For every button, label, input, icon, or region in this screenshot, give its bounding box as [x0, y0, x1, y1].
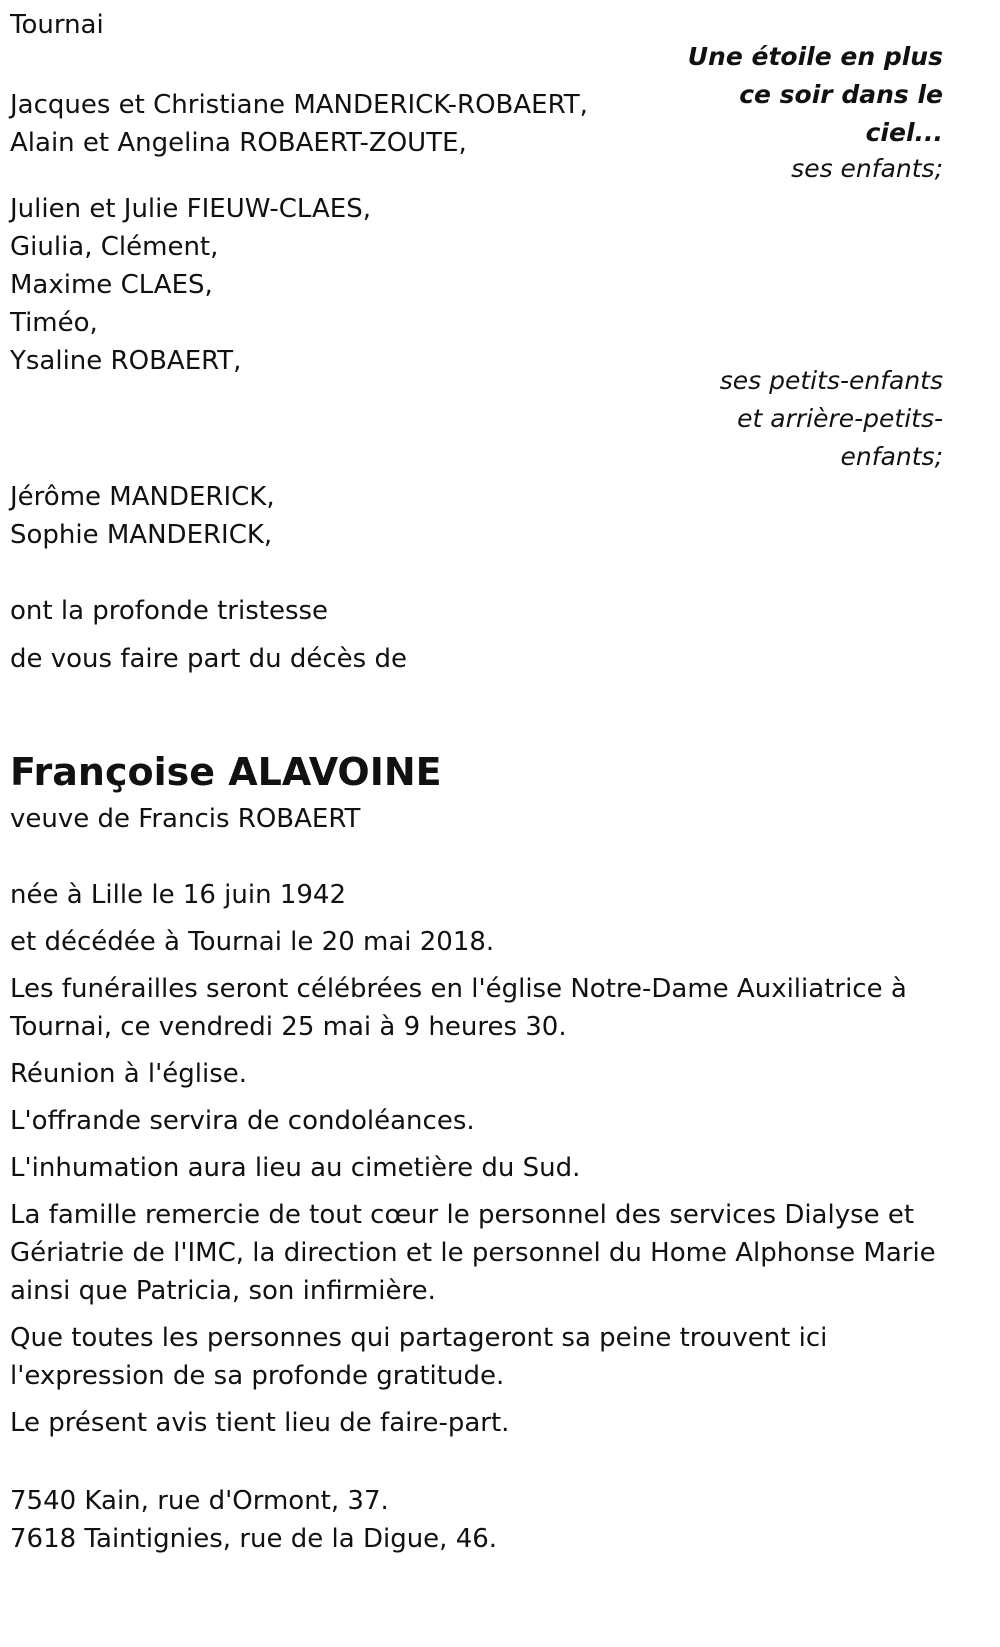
- grandchild-line: Giulia, Clément,: [10, 232, 219, 262]
- birth-line: née à Lille le 16 juin 1942: [10, 880, 347, 910]
- announcement-line: ont la profonde tristesse: [10, 596, 329, 626]
- city-header: Tournai: [10, 10, 104, 40]
- announcement-line: de vous faire part du décès de: [10, 644, 407, 674]
- offering-line: L'offrande servira de condoléances.: [10, 1106, 475, 1136]
- child-line: Alain et Angelina ROBAERT-ZOUTE,: [10, 128, 467, 158]
- relative-line: Sophie MANDERICK,: [10, 520, 273, 550]
- children-role: ses enfants;: [791, 154, 943, 183]
- deceased-name: Françoise ALAVOINE: [10, 750, 442, 794]
- grandchild-line: Timéo,: [10, 308, 98, 338]
- child-line: Jacques et Christiane MANDERICK-ROBAERT,: [10, 90, 588, 120]
- grandchild-line: Ysaline ROBAERT,: [10, 346, 242, 376]
- gratitude-paragraph: Que toutes les personnes qui partageront sa peine trouvent ici l'expression de sa profonde gratitude.: [10, 1323, 828, 1391]
- meeting-line: Réunion à l'église.: [10, 1059, 248, 1089]
- address-line: 7540 Kain, rue d'Ormont, 37.: [10, 1486, 389, 1516]
- grandchildren-role: ses petits-enfants et arrière-petits-enfants;: [719, 366, 943, 471]
- burial-line: L'inhumation aura lieu au cimetière du Sud.: [10, 1153, 581, 1183]
- thanks-paragraph: La famille remercie de tout cœur le personnel des services Dialyse et Gériatrie de l'IMC, la direction et le personnel du Home Alphonse Marie ainsi que Patricia, son infirmière.: [10, 1200, 936, 1306]
- grandchild-line: Julien et Julie FIEUW-CLAES,: [10, 194, 371, 224]
- motto: Une étoile en plus ce soir dans le ciel...: [687, 42, 943, 147]
- death-line: et décédée à Tournai le 20 mai 2018.: [10, 927, 495, 957]
- relative-line: Jérôme MANDERICK,: [10, 482, 275, 512]
- funeral-paragraph: Les funérailles seront célébrées en l'église Notre-Dame Auxiliatrice à Tournai, ce vendredi 25 mai à 9 heures 30.: [10, 974, 907, 1042]
- address-line: 7618 Taintignies, rue de la Digue, 46.: [10, 1524, 498, 1554]
- notice-line: Le présent avis tient lieu de faire-part.: [10, 1408, 510, 1438]
- grandchild-line: Maxime CLAES,: [10, 270, 213, 300]
- spouse-line: veuve de Francis ROBAERT: [10, 804, 361, 834]
